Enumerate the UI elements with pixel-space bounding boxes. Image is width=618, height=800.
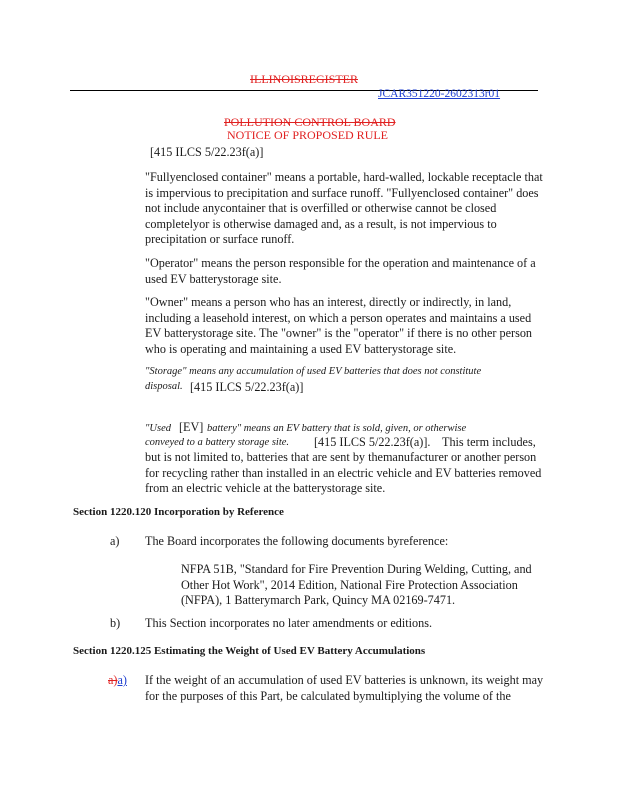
section-125-a-text: If the weight of an accumulation of used EV batteries is unknown, its weight may for the purposes of this Part, be calculated bymultiplying the volume of the <box>145 673 544 703</box>
paragraph-fully-enclosed: "Fullyenclosed container" means a portable, hard-walled, lockable receptacle that is impervious to precipitation and surface runoff. "Fullyenclosed container" does not include anycontainer that is overfilled or otherwise cannot be closed completelyor is otherwise damaged and, as a result, is not impervious to precipitation or surface runoff. <box>145 170 543 246</box>
section-120-b-label: b) <box>110 616 121 630</box>
section-120-a-label: a) <box>110 534 120 548</box>
used-ev-bracket: [EV] <box>179 420 204 434</box>
jcar-code: JCAR351220-2602313r01 <box>378 88 501 100</box>
storage-definition-line2: disposal. <box>145 381 183 392</box>
board-name: POLLUTION CONTROL BOARD <box>224 115 396 129</box>
citation-top: [415 ILCS 5/22.23f(a)] <box>150 145 264 159</box>
notice-title: NOTICE OF PROPOSED RULE <box>227 128 389 142</box>
used-ev-label: "Used <box>145 423 171 434</box>
register-title: ILLINOISREGISTER <box>250 72 358 86</box>
nfpa-reference: NFPA 51B, "Standard for Fire Prevention During Welding, Cutting, and Other Hot Work", 2014 Edition, National Fire Protection Association (NFPA), 1 Batterymarch Park, Quincy MA 02169-7471. <box>181 562 532 607</box>
storage-citation: [415 ILCS 5/22.23f(a)] <box>190 380 304 394</box>
used-ev-definition-line2: conveyed to a battery storage site. <box>145 437 290 448</box>
section-125-heading: Section 1220.125 Estimating the Weight of Used EV Battery Accumulations <box>73 645 426 657</box>
used-ev-definition-line1: battery" means an EV battery that is sold, given, or otherwise <box>207 423 467 434</box>
section-120-heading: Section 1220.120 Incorporation by Reference <box>73 506 284 518</box>
section-125-a-label: a)a) <box>108 673 127 687</box>
paragraph-owner: "Owner" means a person who has an interest, directly or indirectly, in land, including a leasehold interest, on which a person operates and maintains a used EV batterystorage site. The "owner" is the "operator" if there is no other person who is operating and maintaining a used EV batterystorage site. <box>145 295 533 356</box>
used-ev-citation: [415 ILCS 5/22.23f(a)]. <box>314 435 431 449</box>
section-120-a-text: The Board incorporates the following documents byreference: <box>145 534 449 548</box>
paragraph-operator: "Operator" means the person responsible for the operation and maintenance of a used EV batterystorage site. <box>145 256 536 286</box>
used-ev-rest-line1: This term includes, <box>442 435 536 449</box>
used-ev-rest: but is not limited to, batteries that are sent by themanufacturer or another person for recycling rather than installed in an electric vehicle and EV batteries removed from an electric vehicle at the batterystorage site. <box>145 450 542 495</box>
storage-definition-line1: "Storage" means any accumulation of used EV batteries that does not constitute <box>145 366 482 377</box>
section-120-b-text: This Section incorporates no later amendments or editions. <box>145 616 433 630</box>
